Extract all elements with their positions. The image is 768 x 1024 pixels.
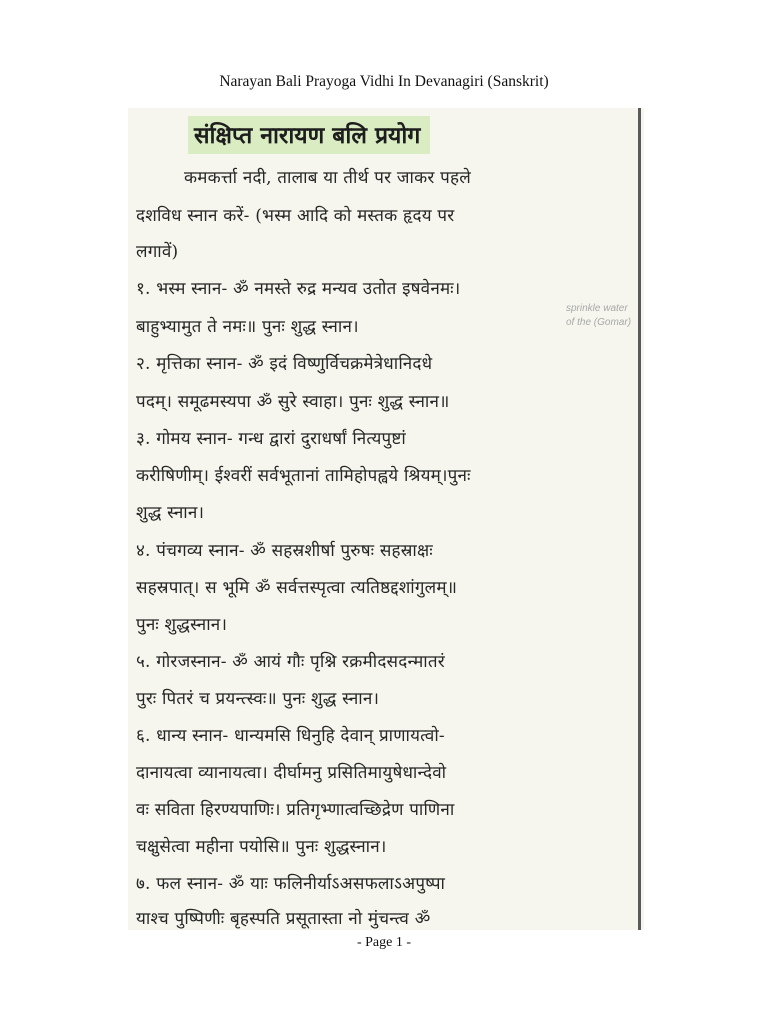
scan-line: पदम्। समूढमस्यपा ॐ सुरे स्वाहा। पुनः शुद्ध स्नान॥	[136, 392, 450, 412]
scan-line: शुद्ध स्नान।	[136, 503, 205, 523]
scan-line: लगावें)	[136, 242, 179, 262]
scan-line: कमकर्त्ता नदी, तालाब या तीर्थ पर जाकर पहले	[184, 168, 471, 188]
scan-line: ७. फल स्नान- ॐ याः फलिनीर्याऽअसफलाऽअपुष्पा	[136, 874, 446, 894]
scan-line: वः सविता हिरण्यपाणिः। प्रतिगृभ्णात्वच्छिद्रेण पाणिना	[136, 800, 455, 820]
scan-line: १. भस्म स्नान- ॐ नमस्ते रुद्र मन्यव उतोत इषवेनमः।	[136, 279, 461, 299]
scan-line: दशविध स्नान करें- (भस्म आदि को मस्तक हृदय पर	[136, 206, 455, 226]
scan-line: सहस्रपात्। स भूमि ॐ सर्वत्तस्पृत्वा त्यतिष्ठद्दशांगुलम्॥	[136, 578, 458, 598]
scan-line: चक्षुसेत्वा महीना पयोसि॥ पुनः शुद्धस्नान।	[136, 837, 387, 857]
scan-line: ५. गोरजस्नान- ॐ आयं गौः पृश्नि रक्रमीदसदन्मातरं	[136, 652, 445, 672]
scanned-page-image	[128, 108, 644, 930]
scan-line: पुरः पितरं च प्रयन्त्स्वः॥ पुनः शुद्ध स्नान।	[136, 689, 380, 709]
scan-line: ६. धान्य स्नान- धान्यमसि धिनुहि देवान् प्राणायत्वो-	[136, 726, 445, 746]
pencil-annotation: sprinkle water	[566, 303, 628, 314]
page-number: - Page 1 -	[356, 935, 412, 950]
scan-line: ३. गोमय स्नान- गन्ध द्वारां दुराधर्षां नित्यपुष्टां	[136, 429, 406, 449]
scan-line: याश्च पुष्पिणीः बृहस्पति प्रसूतास्ता नो मुंचन्त्व ॐ	[136, 909, 431, 929]
scan-line: करीषिणीम्। ईश्वरीं सर्वभूतानां तामिहोपह्वये श्रियम्।पुनः	[136, 466, 471, 486]
scan-line: ४. पंचगव्य स्नान- ॐ सहस्रशीर्षा पुरुषः सहस्राक्षः	[136, 541, 433, 561]
scan-line: २. मृत्तिका स्नान- ॐ इदं विष्णुर्विचक्रमेत्रेधानिदधे	[136, 354, 433, 374]
scan-title: संक्षिप्त नारायण बलि प्रयोग	[188, 116, 430, 154]
scan-line: बाहुभ्यामुत ते नमः॥ पुनः शुद्ध स्नान।	[136, 317, 359, 337]
scan-line: पुनः शुद्धस्नान।	[136, 615, 228, 635]
scan-line: दानायत्वा व्यानायत्वा। दीर्घामनु प्रसितिमायुषेधान्देवो	[136, 763, 447, 783]
document-header: Narayan Bali Prayoga Vidhi In Devanagiri (Sanskrit)	[219, 73, 549, 90]
pencil-annotation: of the (Gomar)	[566, 317, 632, 328]
